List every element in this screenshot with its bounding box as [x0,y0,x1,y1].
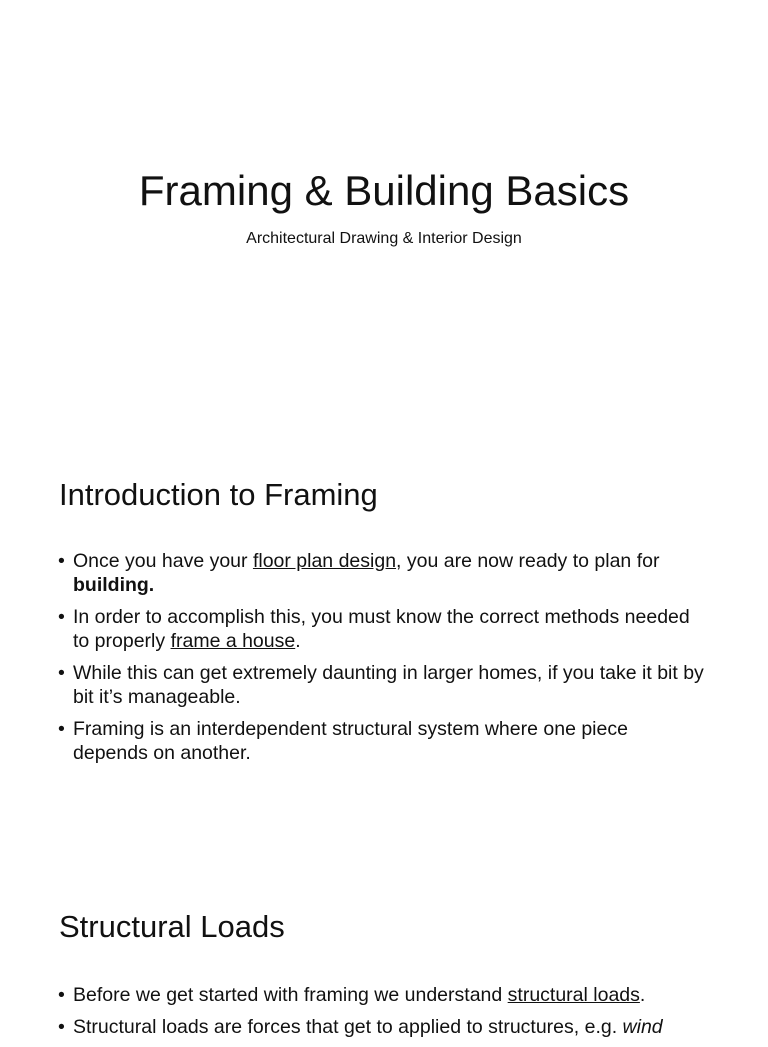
bullet-text: Before we get started with framing we understand [73,984,508,1006]
bullet-text: Framing is an interdependent structural system where one piece depends on another. [73,718,628,764]
bullet-item [58,605,708,653]
title-slide [0,0,768,432]
bullet-icon: • [58,984,65,1006]
bullet-icon: • [58,718,65,740]
bullet-item [58,983,708,1007]
bullet-icon: • [58,662,65,684]
intro-slide [0,432,768,864]
floor-plan-design-link[interactable]: floor plan design [252,550,397,572]
bullet-text: . [639,984,646,1006]
bullet-icon: • [58,1016,65,1038]
structural-loads-link[interactable]: structural loads [507,984,640,1006]
structural-loads-slide [0,864,768,1038]
slide-heading: Structural Loads [59,909,285,944]
slide-heading: Introduction to Framing [59,477,378,512]
presentation-subtitle: Architectural Drawing & Interior Design [246,230,522,247]
bullet-item [58,1015,708,1039]
bullet-icon: • [58,606,65,628]
bullet-bold-text: building. [73,574,155,596]
bullet-list [58,549,708,773]
bullet-text: Structural loads are forces that get to applied to structures, e.g. [73,1016,623,1038]
bullet-item [58,549,708,597]
bullet-item [58,717,708,765]
frame-a-house-link[interactable]: frame a house [170,630,296,652]
bullet-item [58,661,708,709]
bullet-text: In order to accomplish this, you must know the correct methods needed to properly [73,606,690,652]
bullet-text: Once you have your [73,550,253,572]
presentation-title: Framing & Building Basics [138,167,630,214]
bullet-text: . [295,630,301,652]
bullet-text: While this can get extremely daunting in larger homes, if you take it bit by bit it’s manageable. [73,662,704,708]
bullet-icon: • [58,550,65,572]
bullet-text: , you are now ready to plan for [396,550,660,572]
bullet-list [58,983,708,1047]
bullet-italic-text: wind [622,1016,663,1038]
